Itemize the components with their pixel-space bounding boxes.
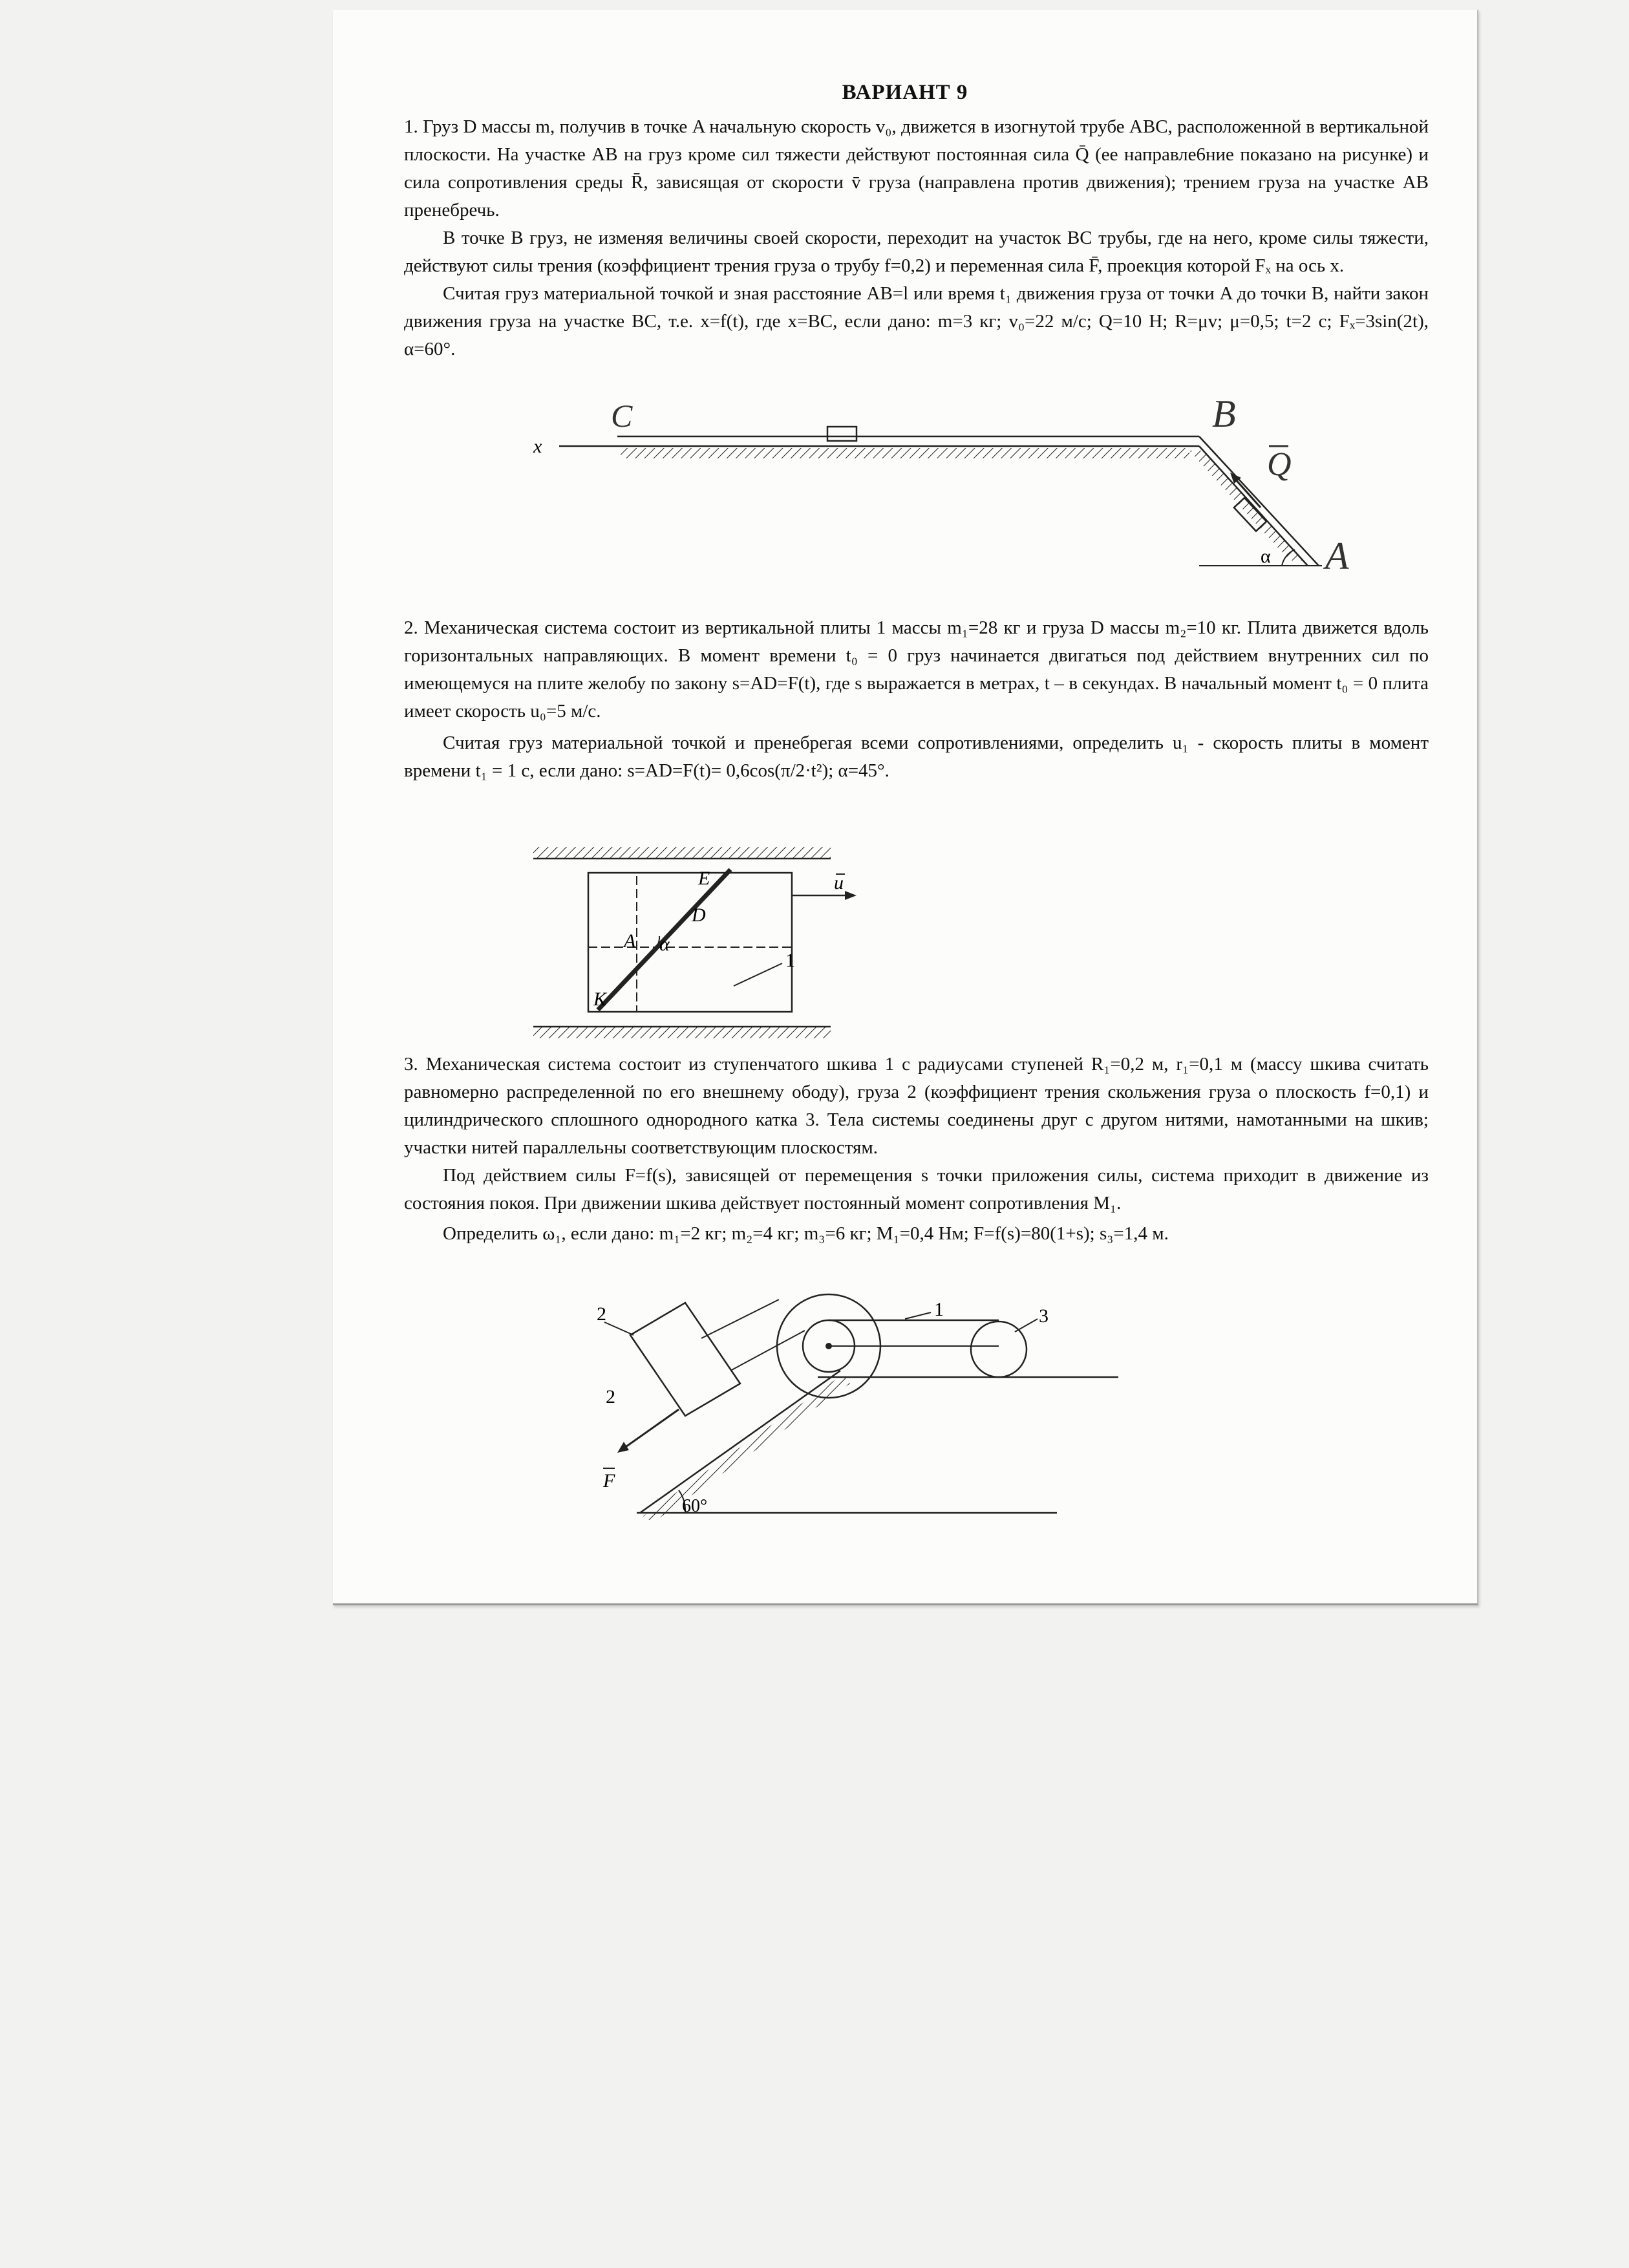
task-3-paragraph-1: 3. Механическая система состоит из ступенчатого шкива 1 с радиусами ступеней R₁=0,2 м, r₁=0,1 м (массу шкива считать равномерно распределенной по его внешнему ободу), груза 2 (коэффициент трения скольжения груза о плоскость f=0,1) и цилиндрического сплошного однородного катка 3. Тела системы соединены друг с другом нитями, намотанными на шкив; участки нитей параллельны соответствующим плоскостям. bbox=[404, 1054, 1429, 1158]
task-2-diagram bbox=[527, 840, 1173, 1054]
angle-alpha-label: α bbox=[1261, 546, 1271, 567]
tube-incline-upper bbox=[1199, 436, 1319, 566]
task-2-paragraph-2: Считая груз материальной точкой и пренебрегая всеми сопротивлениями, определить u₁ - скорость плиты в момент времени t₁ = 1 с, если дано: s=AD=F(t)= 0,6cos(π/2·t²); α=45°. bbox=[404, 733, 1429, 781]
body-2-label-a: 2 bbox=[597, 1303, 606, 1325]
point-e-label: E bbox=[698, 868, 710, 889]
task-3-text bbox=[404, 1051, 1429, 1248]
task-2-text bbox=[404, 614, 1429, 785]
task-2-paragraph-1: 2. Механическая система состоит из вертикальной плиты 1 массы m₁=28 кг и груза D массы m₂=10 кг. Плита движется вдоль горизонтальных направляющих. В момент времени t₀ = 0 груз начинается двигаться под действием внутренних сил по имеющемуся на плите желобу по закону s=AD=F(t), где s выражается в метрах, t – в секундах. В начальный момент t₀ = 0 плита имеет скорость u₀=5 м/с. bbox=[404, 617, 1429, 722]
force-f-arrow bbox=[624, 1409, 679, 1448]
angle-alpha-label: α bbox=[659, 934, 670, 955]
point-b-label: B bbox=[1212, 392, 1236, 435]
task-3-diagram bbox=[546, 1293, 1160, 1539]
top-rail-hatch bbox=[533, 847, 831, 859]
point-c-label: C bbox=[611, 398, 633, 434]
ground-hatch bbox=[621, 448, 1189, 458]
task-3-paragraph-2: Под действием силы F=f(s), зависящей от перемещения s точки приложения силы, система приходит в движение из состояния покоя. При движении шкива действует постоянный момент сопротивления M₁. bbox=[404, 1165, 1429, 1214]
plate-1-label: 1 bbox=[785, 950, 795, 971]
task-1-text bbox=[404, 113, 1429, 363]
task-1-paragraph-3: Считая груз материальной точкой и зная расстояние AB=l или время t₁ движения груза от точки A до точки B, найти закон движения груза на участке BC, т.е. x=f(t), где x=BC, если дано: m=3 кг; v₀=22 м/с; Q=10 Н; R=μv; μ=0,5; t=2 с; Fₓ=3sin(2t), α=60°. bbox=[404, 283, 1429, 359]
angle-60-label: 60° bbox=[682, 1496, 708, 1516]
velocity-u-label: u bbox=[834, 872, 844, 893]
tube-incline-lower bbox=[1199, 446, 1308, 566]
document-page bbox=[333, 10, 1478, 1605]
task-1-paragraph-1: 1. Груз D массы m, получив в точке A начальную скорость v₀, движется в изогнутой трубе ABC, расположенной в вертикальной плоскости. На участке AB на груз кроме сил тяжести действуют постоянная сила Q̄ (ее направле6ние показано на рисунке) и сила сопротивления среды R̄, зависящая от скорости v̄ груза (направлена против движения); трением груза на участке AB пренебречь. bbox=[404, 116, 1429, 220]
pulley-1-label: 1 bbox=[934, 1299, 944, 1320]
point-a-label: A bbox=[1325, 535, 1349, 577]
task-1-paragraph-2: В точке B груз, не изменяя величины своей скорости, переходит на участок BC трубы, где на него, кроме силы тяжести, действуют силы трения (коэффициент трения груза о трубу f=0,2) и переменная сила F̄, проекция которой Fₓ на ось x. bbox=[404, 228, 1429, 276]
point-d-label: D bbox=[692, 904, 706, 926]
force-q-label: Q bbox=[1267, 446, 1292, 483]
page-title: ВАРИАНТ 9 bbox=[842, 81, 968, 104]
point-k-label: K bbox=[593, 989, 607, 1010]
roller-3-label: 3 bbox=[1039, 1305, 1049, 1327]
x-axis-label: x bbox=[533, 436, 542, 457]
task-1-diagram bbox=[501, 391, 1406, 585]
body-2-label-b: 2 bbox=[606, 1386, 615, 1407]
incline-plane bbox=[640, 1371, 840, 1513]
task-3-paragraph-3: Определить ω₁, если дано: m₁=2 кг; m₂=4 кг; m₃=6 кг; M₁=0,4 Нм; F=f(s)=80(1+s); s₃=1,4 м. bbox=[443, 1223, 1169, 1244]
bottom-rail-hatch bbox=[533, 1027, 831, 1038]
point-a-label: A bbox=[624, 930, 636, 952]
cargo-block-2 bbox=[630, 1303, 740, 1416]
cargo-block-horizontal bbox=[827, 427, 857, 441]
force-f-label: F bbox=[603, 1470, 615, 1492]
